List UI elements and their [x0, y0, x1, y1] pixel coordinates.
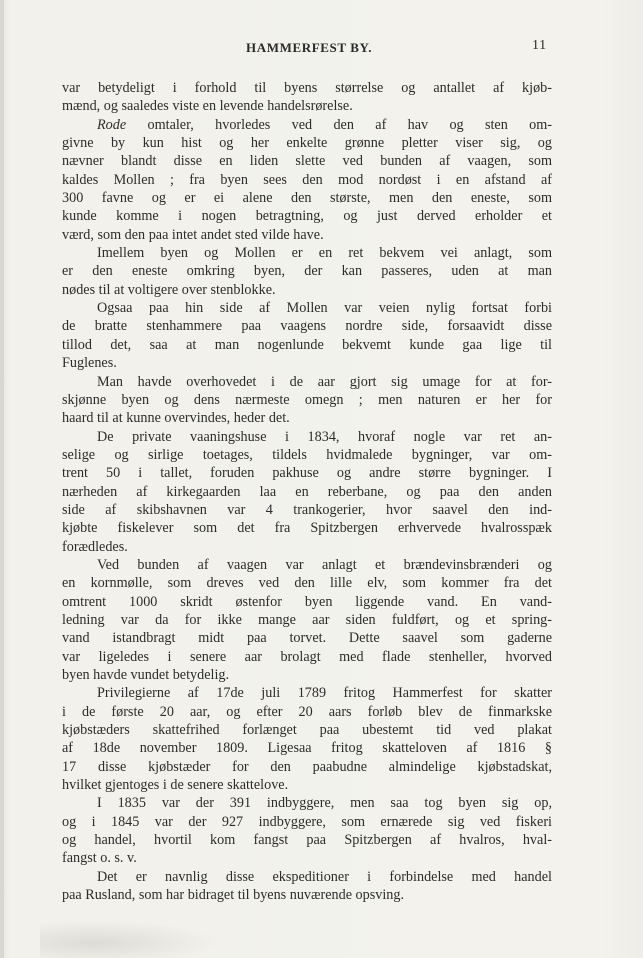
header-title: HAMMERFEST BY.	[246, 40, 373, 55]
text-line: 300 favne og er ei alene den største, men den eneste, som	[62, 190, 552, 207]
text-fragment: omtaler, hvorledes ved den af hav og sten om-	[147, 116, 553, 133]
text-line: 17 disse kjøbstæder for den paabudne almindelige kjøbstadskat,	[62, 758, 552, 775]
text-line: en kornmølle, som dreves ved den lille elv, som kommer fra det	[62, 575, 552, 592]
text-line: kjøbstæders skattefrihed forlænget paa ubestemt tid ved plakat	[62, 722, 552, 739]
text-line: Ogsaa paa hin side af Mollen var veien nylig fortsat forbi	[97, 300, 552, 317]
text-line: er den eneste omkring byen, der kan passeres, uden at man	[62, 263, 552, 280]
text-line: Ved bunden af vaagen var anlagt et brændevinsbrænderi og	[97, 556, 552, 573]
text-line: kaldes Mollen ; fra byen sees den mod nordøst i en afstand af	[62, 171, 552, 188]
text-line: og handel, hvortil kom fangst paa Spitzbergen af hvalros, hval-	[62, 832, 552, 849]
text-line: ledning var da for ikke mange aar siden fuldført, og et spring-	[62, 611, 552, 628]
text-line: værd, som den paa intet andet sted vilde have.	[62, 226, 324, 243]
text-line: haard til at kunne overvindes, heder det.	[62, 410, 290, 427]
text-line	[62, 116, 552, 134]
text-line: byen havde vundet betydelig.	[62, 667, 230, 683]
text-line: kunde komme i nogen betragtning, og just derved erholder et	[62, 208, 552, 225]
text-line: trent 50 i tallet, foruden pakhuse og andre større bygninger. I	[62, 465, 552, 482]
page-number: 11	[532, 38, 547, 53]
text-line: kjøbte fiskelever som det fra Spitzbergen erhvervede hvalrosspæk	[62, 520, 552, 537]
text-line: side af skibshavnen var 4 trankogerier, hvor saavel den ind-	[62, 501, 552, 518]
text-line: De private vaaningshuse i 1834, hvoraf nogle var ret an-	[97, 428, 552, 445]
text-line: givne by kun hist og her enkelte grønne pletter viser sig, og	[62, 135, 552, 152]
text-line: Man havde overhovedet i de aar gjort sig umage for at for-	[97, 373, 552, 390]
text-line: vand istandbragt midt paa torvet. Dette saavel som gaderne	[62, 630, 552, 647]
text-line: omtrent 1000 skridt østenfor byen liggende vand. En vand-	[62, 593, 552, 610]
text-line: skjønne byen og dens nærmeste omegn ; men naturen er her for	[62, 391, 552, 408]
text-line: de bratte stenhammere paa vaagens nordre side, forsaavidt disse	[62, 318, 552, 335]
text-line: hvilket gjentoges i de senere skattelove.	[62, 777, 289, 794]
text-line: Det er navnlig disse ekspeditioner i forbindelse med handel	[97, 868, 552, 885]
text-line: fangst o. s. v.	[62, 850, 137, 867]
text-line: tillod det, saa at man nogenlunde bekvemt kunde gaa lige til	[62, 336, 552, 353]
text-line: i de første 20 aar, og efter 20 aars forløb blev de finmarkske	[62, 703, 552, 720]
text-line: og i 1845 var der 927 indbyggere, som ernærede sig ved fiskeri	[62, 813, 552, 830]
text-line: Imellem byen og Mollen er en ret bekvem vei anlagt, som	[97, 245, 552, 262]
body-text	[62, 79, 552, 904]
page-edge	[0, 0, 4, 958]
text-line: nødes til at voltigere over stenblokke.	[62, 281, 276, 298]
text-line: nævner blandt disse en liden slette ved bunden af vaagen, som	[62, 153, 552, 170]
text-line: nærheden af kirkegaarden laa en reberbane, og paa den anden	[62, 483, 552, 500]
paper-smudge	[40, 920, 220, 958]
text-line: I 1835 var der 391 indbyggere, men saa tog byen sig op,	[97, 795, 552, 812]
text-line: mænd, og saaledes viste en levende handelsrørelse.	[62, 98, 353, 115]
text-line: selige og sirlige toetages, tildels hvidmalede bygninger, var om-	[62, 446, 552, 463]
text-line: paa Rusland, som har bidraget til byens nuværende opsving.	[62, 887, 405, 904]
text-line: forædledes.	[62, 538, 128, 555]
text-line: var ligeledes i senere aar brolagt med flade stenheller, hvorved	[62, 648, 552, 665]
text-line: var betydeligt i forhold til byens størrelse og antallet af kjøb-	[62, 80, 552, 96]
author-name: Rode	[97, 116, 127, 133]
text-line: Privilegierne af 17de juli 1789 fritog Hammerfest for skatter	[97, 685, 552, 702]
text-line: Fuglenes.	[62, 355, 117, 372]
text-line: af 18de november 1809. Ligesaa fritog skatteloven af 1816 §	[62, 740, 552, 757]
